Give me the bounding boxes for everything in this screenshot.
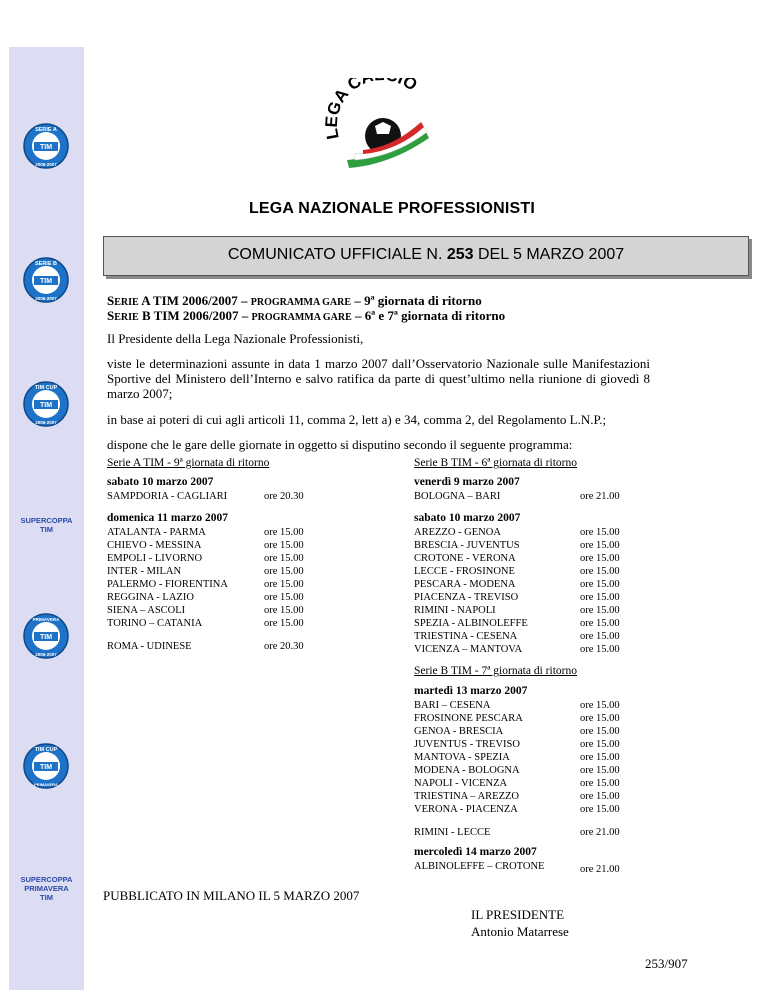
match-time: ore 15.00 <box>580 644 620 655</box>
day-heading: martedì 13 marzo 2007 <box>414 685 528 697</box>
match-time: ore 21.00 <box>580 827 620 838</box>
svg-text:TIM: TIM <box>39 144 53 151</box>
tim-cup-badge-icon <box>22 380 70 428</box>
match-time: ore 15.00 <box>580 631 620 642</box>
match-time: ore 15.00 <box>264 540 304 551</box>
match: AREZZO - GENOA <box>414 527 501 538</box>
match: SAMPDORIA - CAGLIARI <box>107 491 228 502</box>
match: INTER - MILAN <box>107 566 182 577</box>
comunicato-title <box>104 246 748 264</box>
match-time: ore 15.00 <box>580 791 620 802</box>
match: RIMINI - LECCE <box>414 827 491 838</box>
match: NAPOLI - VICENZA <box>414 778 508 789</box>
comunicato-suffix: DEL 5 MARZO 2007 <box>478 246 625 263</box>
match-time: ore 15.00 <box>264 592 304 603</box>
match: REGGINA - LAZIO <box>107 592 194 603</box>
badge-year: 2006-2007 <box>35 652 57 657</box>
paragraph-1: Il Presidente della Lega Nazionale Professionisti, <box>107 331 364 346</box>
match-time: ore 15.00 <box>580 804 620 815</box>
match: MODENA - BOLOGNA <box>414 765 520 776</box>
day-heading: mercoledì 14 marzo 2007 <box>414 846 537 858</box>
match-time: ore 15.00 <box>580 726 620 737</box>
serie-a-title: Serie A TIM - 9ª giornata di ritorno <box>107 457 270 469</box>
match: EMPOLI - LIVORNO <box>107 553 203 564</box>
match-time: ore 15.00 <box>580 579 620 590</box>
match: PIACENZA - TREVISO <box>414 592 519 603</box>
match: BOLOGNA – BARI <box>414 491 501 502</box>
match-time: ore 15.00 <box>580 553 620 564</box>
match: ROMA - UDINESE <box>107 641 192 652</box>
badge-label: TIM CUP <box>34 747 58 753</box>
published-line: PUBBLICATO IN MILANO IL 5 MARZO 2007 <box>103 888 360 903</box>
badge-label: SERIE B <box>34 261 58 267</box>
match: SPEZIA - ALBINOLEFFE <box>414 618 528 629</box>
match-time: ore 15.00 <box>264 605 304 616</box>
match-time: ore 15.00 <box>580 739 620 750</box>
match-time: ore 15.00 <box>580 592 620 603</box>
match-time: ore 15.00 <box>580 778 620 789</box>
match-time: ore 15.00 <box>580 752 620 763</box>
badge-year: 2006-2007 <box>35 162 57 167</box>
match: PESCARA - MODENA <box>414 579 516 590</box>
match-time: ore 15.00 <box>264 618 304 629</box>
supercoppa-tim-label: SUPERCOPPA TIM <box>20 516 73 534</box>
logo-text: GA C IO <box>325 78 421 118</box>
svg-text:TIM: TIM <box>39 402 53 409</box>
match: SIENA – ASCOLI <box>107 605 186 616</box>
day-heading: domenica 11 marzo 2007 <box>107 512 229 524</box>
day-heading: sabato 10 marzo 2007 <box>414 512 521 524</box>
serie-b7-title: Serie B TIM - 7ª giornata di ritorno <box>414 665 577 677</box>
paragraph-3: in base ai poteri di cui agli articoli 11, comma 2, lett a) e 34, comma 2, del Regolamento L.N.P.; <box>107 412 607 427</box>
match-time: ore 15.00 <box>264 566 304 577</box>
match-time: ore 15.00 <box>264 553 304 564</box>
match-time: ore 15.00 <box>580 700 620 711</box>
signer-name: Antonio Matarrese <box>471 924 569 939</box>
badge-year: 2006-2007 <box>35 296 57 301</box>
match-time: ore 21.00 <box>580 491 620 502</box>
comunicato-prefix: COMUNICATO UFFICIALE N. <box>227 246 443 263</box>
badge-label: SERIE A <box>35 127 57 133</box>
match-time: ore 15.00 <box>580 540 620 551</box>
subject-line-1: SERIE A TIM 2006/2007 – PROGRAMMA GARE – 9ª giornata di ritorno <box>107 293 482 308</box>
serie-b6-title: Serie B TIM - 6ª giornata di ritorno <box>414 457 577 469</box>
match-time: ore 20.30 <box>264 641 304 652</box>
paragraph-2: viste le determinazioni assunte in data 1 marzo 2007 dall’Osservatorio Nazionale sulle Manifestazioni Sportive del Ministero dell’Interno e salvo ratifica da parte di quest’ultimo nella riunione di giovedì 8 marzo 2007; <box>107 356 650 401</box>
primavera-badge-icon <box>22 612 70 660</box>
subject-line-2: SERIE B TIM 2006/2007 – PROGRAMMA GARE – 6ª e 7ª giornata di ritorno <box>107 308 506 323</box>
paragraph-4: dispone che le gare delle giornate in oggetto si disputino secondo il seguente programma: <box>107 437 573 452</box>
match: TRIESTINA - CESENA <box>414 631 518 642</box>
badge-label: TIM CUP <box>34 385 58 391</box>
comunicato-box <box>103 236 749 276</box>
match: LECCE - FROSINONE <box>414 566 515 577</box>
serie-a-tim-badge-icon <box>22 122 70 170</box>
match: BARI – CESENA <box>414 700 491 711</box>
svg-text:TIM: TIM <box>39 278 53 285</box>
lega-calcio-logo <box>325 78 435 170</box>
comunicato-number: 253 <box>446 246 474 263</box>
match-time: ore 15.00 <box>580 713 620 724</box>
match: ATALANTA - PARMA <box>107 527 206 538</box>
badge-label: PRIMAVERA <box>32 617 60 622</box>
serie-b-tim-badge-icon <box>22 256 70 304</box>
match: TORINO – CATANIA <box>107 618 203 629</box>
match: RIMINI - NAPOLI <box>414 605 496 616</box>
match: CHIEVO - MESSINA <box>107 540 202 551</box>
badge-year: PRIMAVERA <box>34 782 58 787</box>
match-time: ore 15.00 <box>580 527 620 538</box>
match-time: ore 21.00 <box>580 864 620 875</box>
match-time: ore 15.00 <box>580 566 620 577</box>
day-heading: venerdì 9 marzo 2007 <box>414 476 520 488</box>
match-time: ore 20.30 <box>264 491 304 502</box>
document-reference: 253/907 <box>645 956 688 971</box>
match: FROSINONE PESCARA <box>414 713 523 724</box>
match: JUVENTUS - TREVISO <box>414 739 520 750</box>
match: TRIESTINA – AREZZO <box>414 791 519 802</box>
match-time: ore 15.00 <box>580 618 620 629</box>
match-time: ore 15.00 <box>580 605 620 616</box>
match: PALERMO - FIORENTINA <box>107 579 228 590</box>
match-time: ore 15.00 <box>580 765 620 776</box>
match-time: ore 15.00 <box>264 527 304 538</box>
page-title: LEGA NAZIONALE PROFESSIONISTI <box>248 200 536 217</box>
match-time: ore 15.00 <box>264 579 304 590</box>
match: VERONA - PIACENZA <box>414 804 518 815</box>
match: CROTONE - VERONA <box>414 553 516 564</box>
match: ALBINOLEFFE – CROTONE <box>414 861 545 872</box>
supercoppa-primavera-label: SUPERCOPPA PRIMAVERA TIM <box>20 875 73 902</box>
svg-text:TIM: TIM <box>39 634 53 641</box>
badge-year: 2006-2007 <box>35 420 57 425</box>
day-heading: sabato 10 marzo 2007 <box>107 476 214 488</box>
tim-cup-primavera-badge-icon <box>22 742 70 790</box>
match: MANTOVA - SPEZIA <box>414 752 510 763</box>
svg-text:TIM: TIM <box>39 764 53 771</box>
match: VICENZA – MANTOVA <box>414 644 523 655</box>
match: GENOA - BRESCIA <box>414 726 504 737</box>
match: BRESCIA - JUVENTUS <box>414 540 520 551</box>
signer-role: IL PRESIDENTE <box>471 907 565 922</box>
